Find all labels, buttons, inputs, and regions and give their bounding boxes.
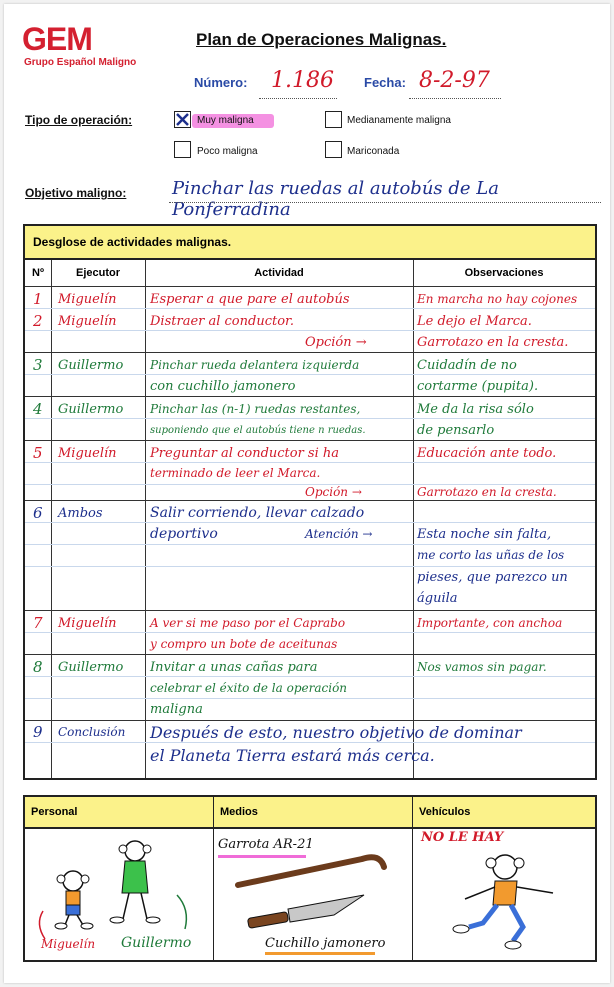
row-number: 3 [33,356,43,374]
row-divider [25,610,595,611]
objetivo-label: Objetivo maligno: [25,186,127,200]
row-actividad: Invitar a unas cañas para [150,660,318,675]
col-header-observaciones: Observaciones [464,267,544,279]
table-title-bar [25,226,595,260]
personal-name-miguelin: Miguelín [41,937,96,951]
gem-logo: GEM [22,21,92,57]
row-actividad: Esperar a que pare el autobús [150,292,350,307]
row-number: 2 [33,312,43,330]
row-observacion: Garrotazo en la cresta. [417,485,557,499]
col-divider [145,260,146,778]
header-divider [25,286,595,287]
col-header-actividad: Actividad [254,267,304,279]
checkbox-medianamente-maligna[interactable] [325,111,342,128]
org-subtitle: Grupo Español Maligno [24,57,137,68]
conclusion-text: Después de esto, nuestro objetivo de dominar [150,723,522,742]
row-ejecutor: Ambos [58,506,103,521]
row-divider [25,720,595,721]
row-actividad: A ver si me paso por el Caprabo [150,616,346,630]
col-header-ejecutor: Ejecutor [75,267,120,279]
knife-icon [247,895,364,928]
fecha-value: 8-2-97 [419,68,490,93]
tipo-label: Tipo de operación: [25,113,133,127]
row-option-arrow: Opción → [305,335,367,350]
vehiculos-drawing [413,827,595,960]
row-attention-arrow: Atención → [305,527,373,541]
checkbox-mariconada[interactable] [325,141,342,158]
numero-underline [259,98,337,99]
row-observacion: cortarme (pupita). [417,379,539,394]
row-actividad: terminado de leer el Marca. [150,466,321,480]
option-medianamente-maligna: Medianamente maligna [347,115,451,126]
arrow-icon [39,911,45,939]
row-ejecutor: Guillermo [58,358,124,373]
objetivo-underline [169,202,601,203]
row-actividad: Salir corriendo, llevar calzado [150,505,365,521]
row-observacion: de pensarlo [417,423,495,438]
fecha-label: Fecha: [364,75,406,90]
row-actividad: maligna [150,702,203,717]
resources-panel [23,795,597,962]
option-muy-maligna: Muy maligna [197,115,254,126]
row-actividad: Preguntar al conductor si ha [150,446,340,461]
vehiculos-note: NO LE HAY [421,830,504,845]
row-actividad: deportivo [150,526,218,542]
activities-table [23,224,597,780]
col-divider [51,260,52,778]
form-page [4,4,610,983]
table-title: Desglose de actividades malignas. [33,235,232,249]
row-number: 9 [33,723,43,741]
row-ejecutor: Miguelín [58,314,117,329]
option-mariconada: Mariconada [347,146,400,157]
row-observacion: pieses, que parezco un [417,570,568,585]
conclusion-text: el Planeta Tierra estará más cerca. [150,746,435,765]
col-header-n: Nº [32,267,44,279]
medios-label: Medios [220,806,258,818]
row-observacion: Me da la risa sólo [417,402,534,417]
row-number: 4 [33,400,43,418]
row-observacion: Le dejo el Marca. [417,314,532,329]
row-observacion: águila [417,591,458,606]
row-actividad: suponiendo que el autobús tiene n ruedas. [150,425,366,436]
cuchillo-highlight [265,952,375,955]
col-divider [413,260,414,778]
numero-value: 1.186 [271,68,334,93]
row-ejecutor: Guillermo [58,402,124,417]
medio-garrota: Garrota AR-21 [218,837,314,852]
row-actividad: Pinchar rueda delantera izquierda [150,358,360,372]
row-observacion: En marcha no hay cojones [417,292,578,306]
row-observacion: Cuidadín de no [417,358,517,373]
row-number: 1 [33,290,43,308]
objetivo-value: Pinchar las ruedas al autobús de La Ponferradina [172,178,499,220]
row-actividad: y compro un bote de aceitunas [150,637,338,651]
personal-header [25,797,214,829]
medio-cuchillo: Cuchillo jamonero [265,936,386,951]
row-actividad: celebrar el éxito de la operación [150,681,348,695]
guillermo-figure-icon [110,841,160,923]
row-actividad: Distraer al conductor. [150,314,294,329]
row-observacion: Importante, con anchoa [417,616,563,630]
row-observacion: Nos vamos sin pagar. [417,660,547,674]
vehiculos-label: Vehículos [419,806,471,818]
row-number: 8 [33,658,43,676]
personal-label: Personal [31,806,78,818]
fecha-underline [409,98,501,99]
row-actividad: Pinchar las (n-1) ruedas restantes, [150,402,361,416]
garrota-icon [238,857,384,885]
row-option-arrow: Opción → [305,485,362,499]
arrow-icon [177,895,186,929]
running-figure-icon [453,855,553,949]
row-observacion: Educación ante todo. [417,446,557,461]
medios-header [214,797,413,829]
row-actividad: con cuchillo jamonero [150,379,296,394]
row-ejecutor: Miguelín [58,446,117,461]
row-observacion: Garrotazo en la cresta. [417,335,569,350]
row-ejecutor: Miguelín [58,616,117,631]
miguelin-figure-icon [55,871,93,929]
numero-label: Número: [194,75,248,90]
row-ejecutor: Miguelín [58,292,117,307]
row-ejecutor: Conclusión [58,725,126,739]
vehiculos-header [413,797,595,829]
row-number: 5 [33,444,43,462]
row-observacion: Esta noche sin falta, [417,527,552,542]
row-number: 7 [33,614,43,632]
page-title: Plan de Operaciones Malignas. [196,30,447,49]
x-mark-icon [175,112,190,127]
row-number: 6 [33,504,43,522]
checkbox-muy-maligna[interactable] [174,111,191,128]
option-poco-maligna: Poco maligna [197,146,258,157]
personal-name-guillermo: Guillermo [121,935,192,951]
row-observacion: me corto las uñas de los [417,548,565,562]
row-ejecutor: Guillermo [58,660,124,675]
checkbox-poco-maligna[interactable] [174,141,191,158]
